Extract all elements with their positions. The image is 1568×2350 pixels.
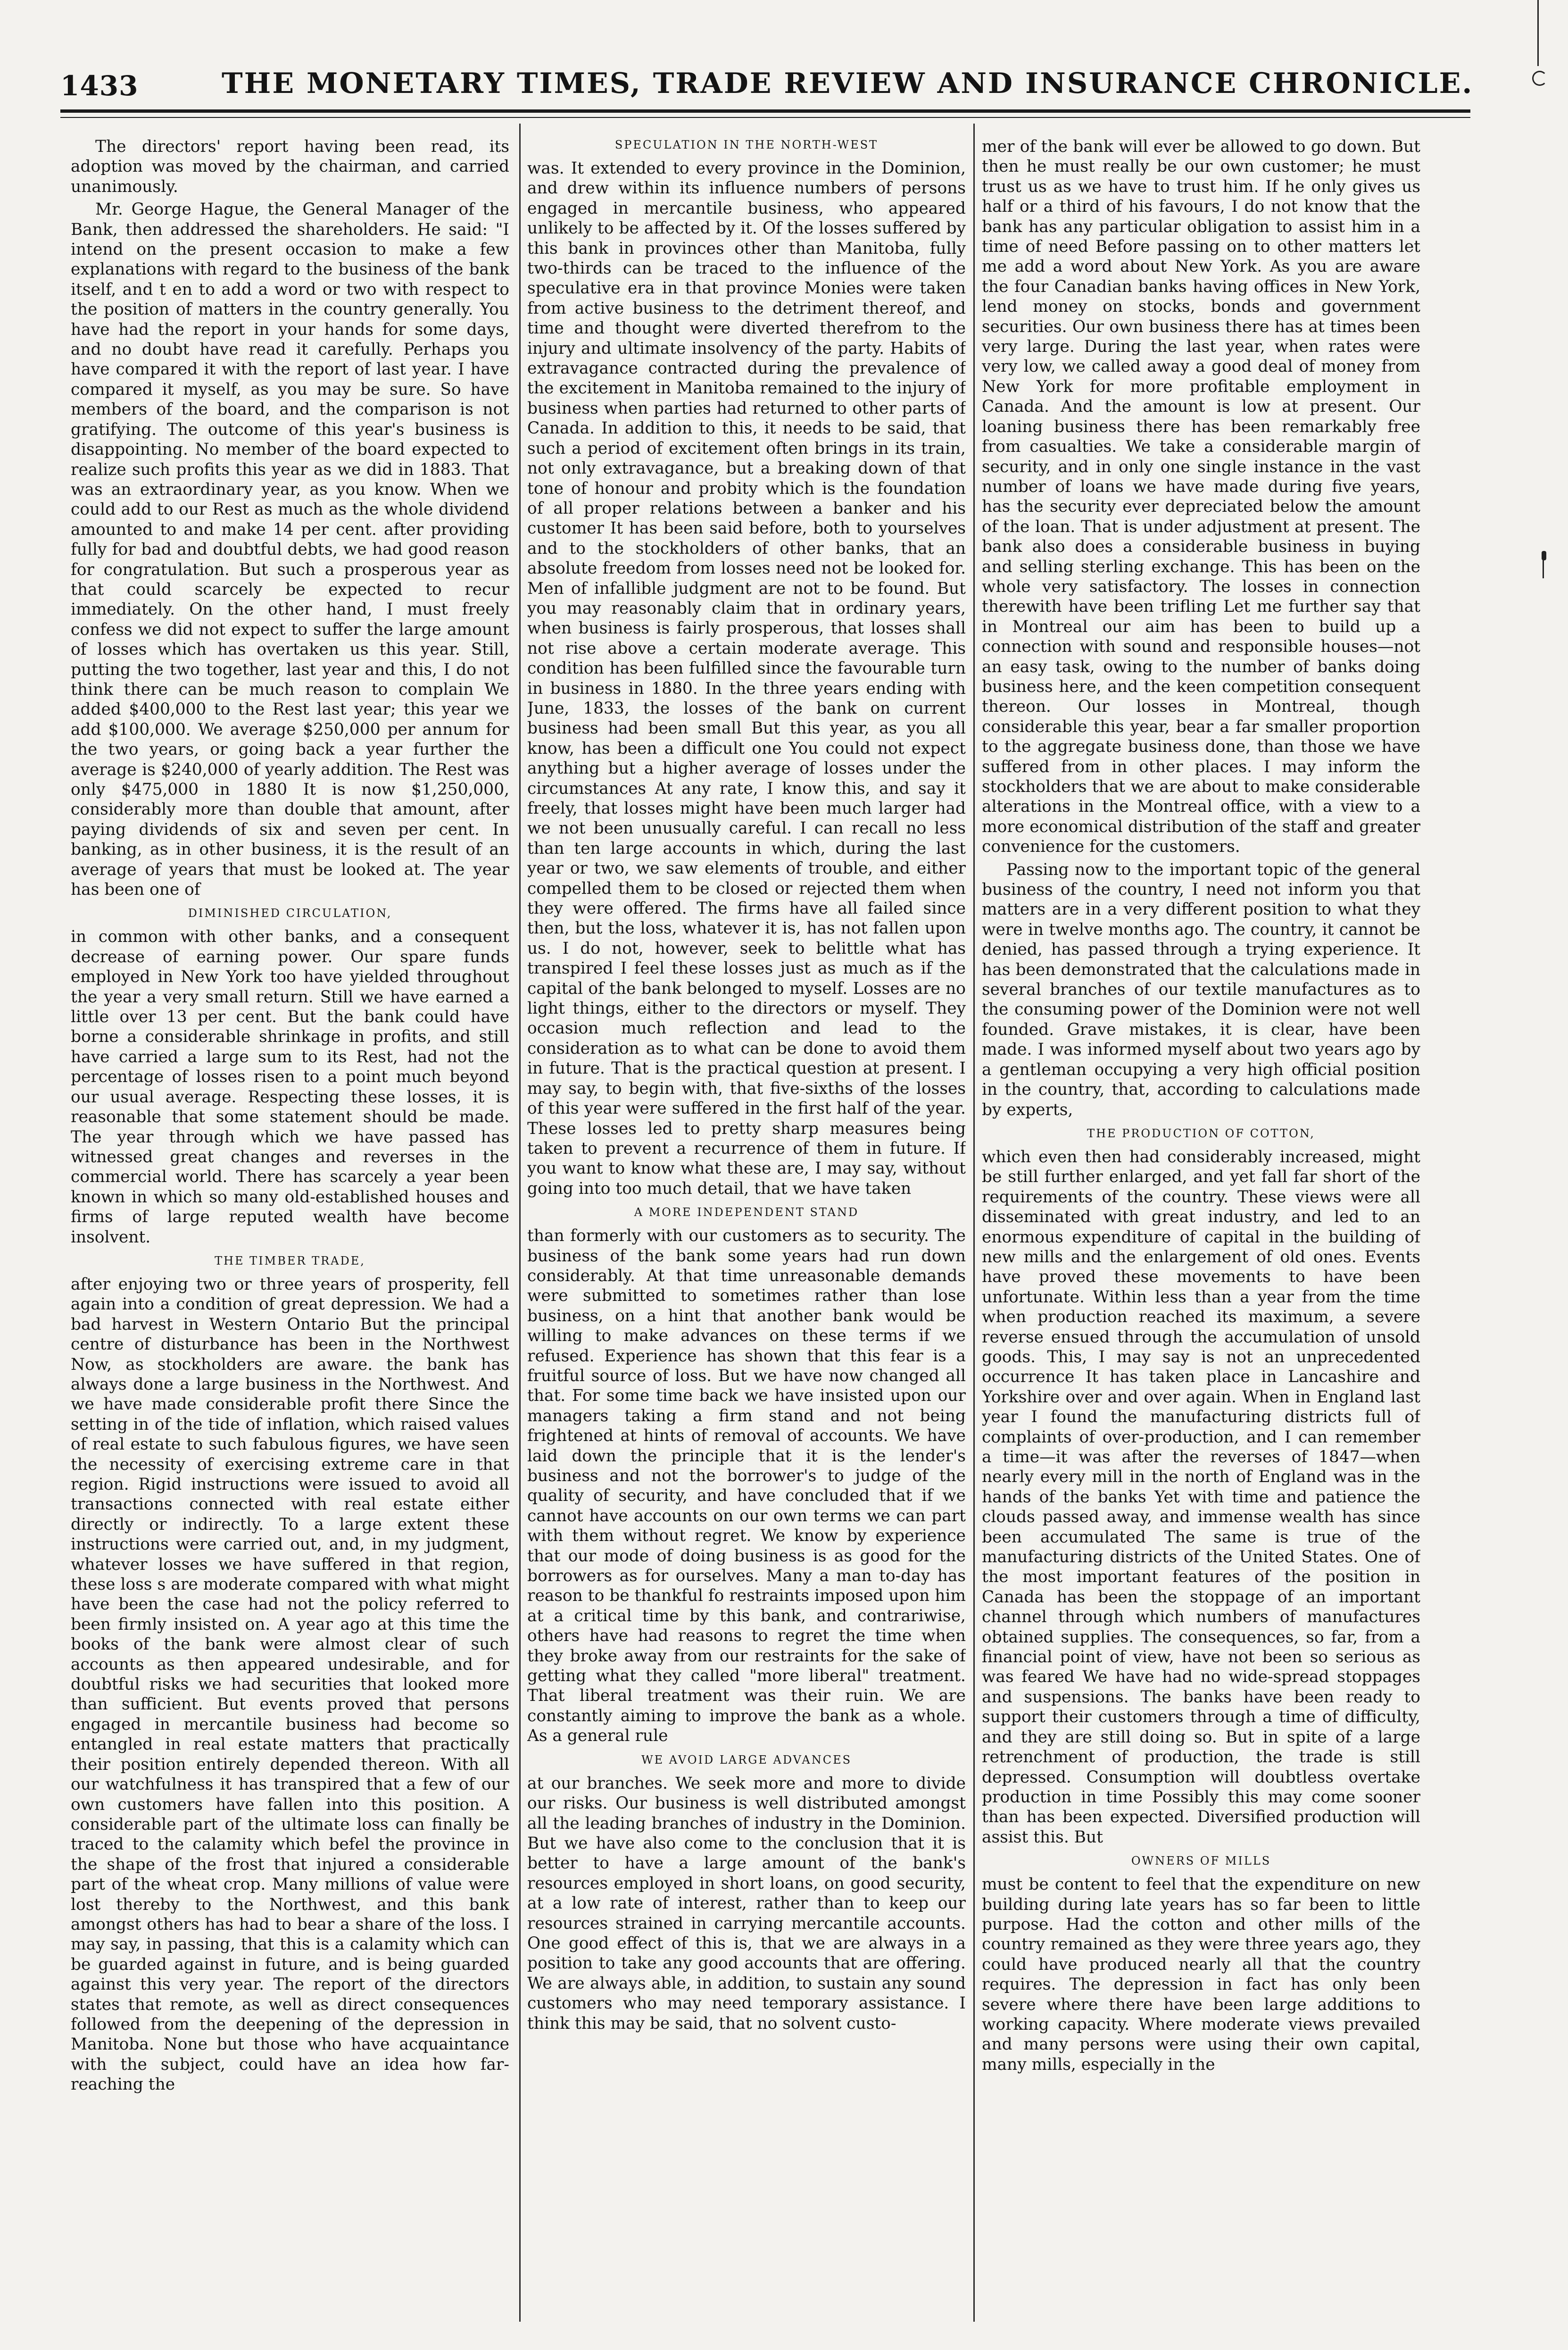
paragraph: The directors' report having been read, its adoption was moved by the chairman, and carried unanimously. bbox=[71, 137, 509, 196]
column-divider-2 bbox=[973, 124, 975, 2322]
ink-mark-icon bbox=[1542, 551, 1546, 560]
binding-line bbox=[1537, 0, 1539, 66]
paragraph: Passing now to the important topic of the general business of the country, I need not inform you that matters are in a very different position to what they were in twelve months ago. The country, it cannot be denied, has passed through a trying experience. It has been demonstrated that the calculations made in several branches of our textile manufactures as to the consuming power of the Dominion were not well founded. Grave mistakes, it is clear, have been made. I was informed myself about two years ago by a gentleman occupying a very high official position in the country, that, according to calculations made by experts, bbox=[982, 860, 1420, 1119]
clip-mark-icon bbox=[1532, 71, 1547, 86]
binding-margin bbox=[1511, 0, 1568, 2350]
section-heading: DIMINISHED CIRCULATION, bbox=[188, 907, 392, 920]
paragraph: mer of the bank will ever be allowed to go down. But then he must really be our own customer; he must trust us as we have to trust him. If he only gives us half or a third of his favours, I do not know that the bank has any particular obligation to assist him in a time of need Before passing on to other matters let me add a word about New York. As you are aware the four Canadian banks having offices in New York, lend money on stocks, bonds and government securities. Our own business there has at times been very large. During the last year, when rates were very low, we called away a good deal of money from New York for more profitable employment in Canada. And the amount is low at present. Our loaning business there has been remarkably free from casualties. We take a considerable margin of security, and in only one single instance in the vast number of loans we have made during five years, has the security ever depreciated below the amount of the loan. That is under adjustment at present. The bank also does a considerable business in buying and selling sterling exchange. This has been on the whole very satisfactory. The losses in connection therewith have been trifling Let me further say that in Montreal our aim has been to build up a connection with sound and responsible houses—not an easy task, owing to the number of banks doing business here, and the keen competition consequent thereon. Our losses in Montreal, though considerable this year, bear a far smaller proportion to the aggregate business done, than those we have suffered from in other places. I may inform the stockholders that we are about to make considerable alterations in the Montreal office, with a view to a more economical distribution of the staff and greater convenience for the customers. bbox=[982, 137, 1420, 857]
article-column-3 bbox=[982, 137, 1420, 2325]
page-number: 1433 bbox=[60, 70, 139, 102]
section-heading: SPECULATION IN THE NORTH-WEST bbox=[614, 138, 879, 151]
paragraph: must be content to feel that the expenditure on new building during late years has so far been to little purpose. Had the cotton and other mills of the country remained as they were three years ago, they could have produced nearly all that the country requires. The depression in fact has only been severe where there have been large additions to working capacity. Where moderate views prevailed and many persons were using their own capital, many mills, especially in the bbox=[982, 1875, 1420, 2074]
column-divider-1 bbox=[519, 124, 521, 2322]
article-column-1 bbox=[71, 137, 509, 2325]
section-heading: OWNERS OF MILLS bbox=[1131, 1854, 1271, 1868]
section-heading: THE TIMBER TRADE, bbox=[215, 1254, 365, 1267]
paragraph: Mr. George Hague, the General Manager of the Bank, then addressed the shareholders. He said: "I intend on the present occasion to make a few explanations with regard to the business of the bank itself, and t en to add a word or two with respect to the position of matters in the country generally. You have had the report in your hands for some days, and no doubt have read it carefully. Perhaps you have compared it with the report of last year. I have compared it myself, as you may be sure. So have members of the board, and the comparison is not gratifying. The outcome of this year's business is disappointing. No member of the board expected to realize such profits this year as we did in 1883. That was an extraordinary year, as you know. When we could add to our Rest as much as the whole dividend amounted to and make 14 per cent. after providing fully for bad and doubtful debts, we had good reason for congratulation. But such a prosperous year as that could scarcely be expected to recur immediately. On the other hand, I must freely confess we did not expect to suffer the large amount of losses which has overtaken us this year. Still, putting the two together, last year and this, I do not think there can be much reason to complain We added $400,000 to the Rest last year; this year we add $100,000. We average $250,000 per annum for the two years, or going back a year further the average is $240,000 of yearly addition. The Rest was only $475,000 in 1880 It is now $1,250,000, considerably more than double that amount, after paying dividends of six and seven per cent. In banking, as in other business, it is the result of an average of years that must be looked at. The year has been one of bbox=[71, 200, 509, 900]
paragraph: was. It extended to every province in the Dominion, and drew within its influence numbers of persons engaged in mercantile business, who appeared unlikely to be affected by it. Of the losses suffered by this bank in provinces other than Manitoba, fully two-thirds can be traced to the influence of the speculative era in that province Monies were taken from active business to the detriment thereof, and time and thought were diverted therefrom to the injury and ultimate insolvency of the party. Habits of extravagance contracted during the prevalence of the excitement in Manitoba remained to the injury of business when parties had returned to other parts of Canada. In addition to this, it needs to be said, that such a period of excitement often brings in its train, not only extravagance, but a breaking down of that tone of honour and probity which is the foundation of all proper relations between a banker and his customer It has been said before, both to yourselves and to the stockholders of other banks, that an absolute freedom from losses need not be looked for. Men of infallible judgment are not to be found. But you may reasonably claim that in ordinary years, when business is fairly prosperous, that losses shall not rise above a certain moderate average. This condition has been fulfilled since the favourable turn in business in 1880. In the three years ending with June, 1833, the losses of the bank on current business had been small But this year, as you all know, has been a difficult one You could not expect anything but a higher average of losses under the circumstances At any rate, I know this, and say it freely, that losses might have been much larger had we not been unusually careful. I can recall no less than ten large accounts in which, during the last year or two, we saw elements of trouble, and either compelled them to be closed or rejected them when they were offered. The firms have all failed since then, but the loss, whatever it is, has not fallen upon us. I do not, however, seek to belittle what has transpired I feel these losses just as much as if the capital of the bank belonged to myself. Losses are no light things, either to the directors or myself. They occasion much reflection and lead to the consideration as to what can be done to avoid them in future. That is the practical question at present. I may say, to begin with, that five-sixths of the losses of this year were suffered in the first half of the year. These losses led to pretty sharp measures being taken to prevent a recurrence of them in future. If you want to know what these are, I may say, without going into too much detail, that we have taken bbox=[527, 159, 966, 1198]
ink-stroke-icon bbox=[1543, 559, 1544, 578]
paragraph: after enjoying two or three years of prosperity, fell again into a condition of great depression. We had a bad harvest in Western Ontario But the principal centre of disturbance has been in the Northwest Now, as stockholders are aware. the bank has always done a large business in the Northwest. And we have made considerable profit there Since the setting in of the tide of inflation, which raised values of real estate to such fabulous figures, we have seen the necessity of exercising extreme care in that region. Rigid instructions were issued to avoid all transactions connected with real estate either directly or indirectly. To a large extent these instructions were carried out, and, in my judgment, whatever losses we have suffered in that region, these loss s are moderate compared with what might have been the case had not the policy referred to been firmly insisted on. A year ago at this time the books of the bank were almost clear of such accounts as then appeared undesirable, and for doubtful risks we had securities that looked more than sufficient. But events proved that persons engaged in mercantile business had become so entangled in real estate matters that practically their position entirely depended thereon. With all our watchfulness it has transpired that a few of our own customers have fallen into this position. A considerable part of the ultimate loss can finally be traced to the calamity which befel the province in the shape of the frost that injured a considerable part of the wheat crop. Many millions of value were lost thereby to the Northwest, and this bank amongst others has had to bear a share of the loss. I may say, in passing, that this is a calamity which can be guarded against in future, and is being guarded against this very year. The report of the directors states that remote, as well as direct consequences followed from the deepening of the depression in Manitoba. None but those who have acquaintance with the subject, could have an idea how far-reaching the bbox=[71, 1275, 509, 2094]
article-column-2 bbox=[527, 137, 966, 2325]
paragraph: at our branches. We seek more and more to divide our risks. Our business is well distributed amongst all the leading branches of industry in the Dominion. But we have also come to the conclusion that it is better to have a large amount of the bank's resources employed in short loans, on good security, at a low rate of interest, rather than to keep our resources strained in carrying mercantile accounts. One good effect of this is, that we are always in a position to take any good accounts that are offering. We are always able, in addition, to sustain any sound customers who may need temporary assistance. I think this may be said, that no solvent custo- bbox=[527, 1774, 966, 2033]
section-heading: WE AVOID LARGE ADVANCES bbox=[641, 1753, 852, 1767]
running-head: THE MONETARY TIMES, TRADE REVIEW AND INSURANCE CHRONICLE. bbox=[222, 67, 1474, 100]
header-rule-thin bbox=[60, 117, 1470, 118]
header-rule bbox=[60, 109, 1470, 113]
paragraph: than formerly with our customers as to security. The business of the bank some years had run down considerably. At that time unreasonable demands were submitted to sometimes rather than lose business, on a hint that another bank would be willing to make advances on these terms if we refused. Experience has shown that this fear is a fruitful source of loss. But we have now changed all that. For some time back we have insisted upon our managers taking a firm stand and not being frightened at hints of removal of accounts. We have laid down the principle that it is the lender's business and not the borrower's to judge of the quality of security, and have concluded that if we cannot have accounts on our own terms we can part with them without regret. We know by experience that our mode of doing business is as good for the borrowers as for ourselves. Many a man to-day has reason to be thankful fo restraints imposed upon him at a critical time by this bank, and contrariwise, others have had reasons to regret the time when they broke away from our restraints for the sake of getting what they called "more liberal" treatment. That liberal treatment was their ruin. We are constantly aiming to improve the bank as a whole. As a general rule bbox=[527, 1226, 966, 1746]
section-heading: THE PRODUCTION OF COTTON, bbox=[1087, 1126, 1315, 1140]
paragraph: in common with other banks, and a consequent decrease of earning power. Our spare funds employed in New York too have yielded throughout the year a very small return. Still we have earned a little over 13 per cent. But the bank could have borne a considerable shrinkage in profits, and still have carried a large sum to its Rest, had not the percentage of losses risen to a point much beyond our usual average. Respecting these losses, it is reasonable that some statement should be made. The year through which we have passed has witnessed great changes and reverses in the commercial world. There has scarcely a year been known in which so many old-established houses and firms of large reputed wealth have become insolvent. bbox=[71, 927, 509, 1247]
section-heading: A MORE INDEPENDENT STAND bbox=[634, 1206, 859, 1219]
paragraph: which even then had considerably increased, might be still further enlarged, and yet fall far short of the requirements of the country. These views were all disseminated with great industry, and led to an enormous expenditure of capital in the building of new mills and the enlargement of old ones. Events have proved these movements to have been unfortunate. Within less than a year from the time when production reached its maximum, a severe reverse ensued through the accumulation of unsold goods. This, I may say is not an unprecedented occurrence It has taken place in Lancashire and Yorkshire over and over again. When in England last year I found the manufacturing districts full of complaints of over-production, and I can remember a time—it was after the reverses of 1847—when nearly every mill in the north of England was in the hands of the banks Yet with time and patience the clouds passed away, and immense wealth has since been accumulated The same is true of the manufacturing districts of the United States. One of the most important features of the position in Canada has been the stoppage of an important channel through which numbers of manufactures obtained supplies. The consequences, so far, from a financial point of view, have not been so serious as was feared We have had no wide-spread stoppages and suspensions. The banks have been ready to support their customers through a time of difficulty, and they are still doing so. But in spite of a large retrenchment of production, the trade is still depressed. Consumption will doubtless overtake production in time Possibly this may come sooner than has been expected. Diversified production will assist this. But bbox=[982, 1147, 1420, 1847]
